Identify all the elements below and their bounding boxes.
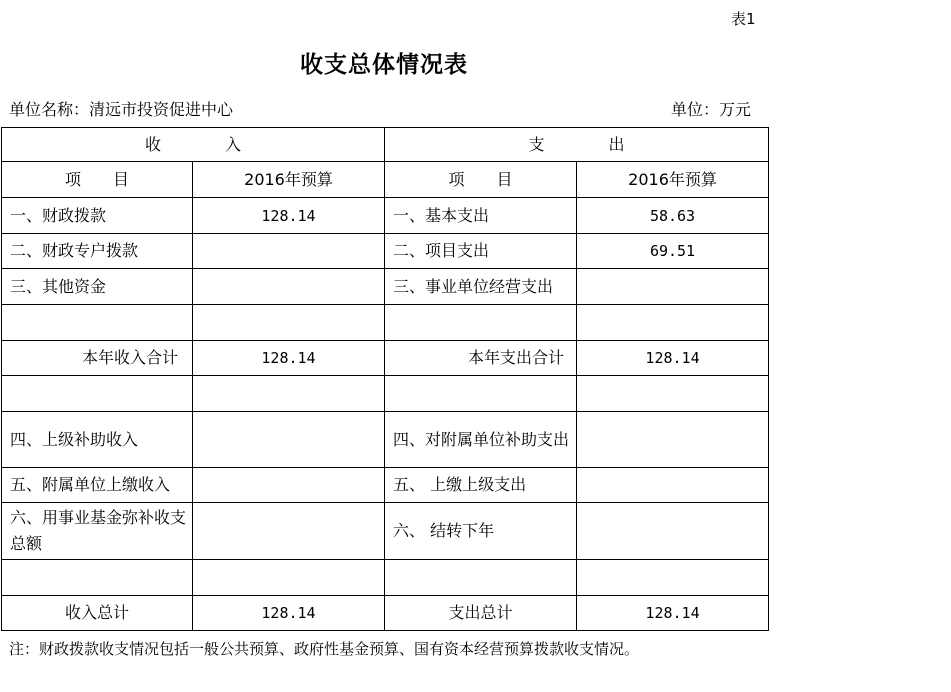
table-row — [2, 468, 769, 503]
table-row — [2, 269, 769, 305]
expense-value-cell — [577, 412, 769, 468]
expense-item-cell — [385, 376, 577, 412]
income-item-cell: 五、附属单位上缴收入 — [2, 468, 193, 503]
expense-item-cell — [385, 560, 577, 596]
expense-value-cell: 58.63 — [577, 198, 769, 234]
income-value-cell — [193, 376, 385, 412]
header-row-columns — [2, 162, 769, 198]
income-subtotal-value: 128.14 — [193, 341, 385, 376]
expense-budget-header: 2016年预算 — [577, 162, 769, 198]
expense-item-cell: 二、项目支出 — [385, 234, 577, 269]
table-row-subtotal — [2, 341, 769, 376]
income-item-header: 项 目 — [2, 162, 193, 198]
table-row — [2, 198, 769, 234]
income-value-cell — [193, 269, 385, 305]
income-value-cell — [193, 412, 385, 468]
expense-item-cell: 六、 结转下年 — [385, 503, 577, 560]
expense-subtotal-value: 128.14 — [577, 341, 769, 376]
income-budget-header: 2016年预算 — [193, 162, 385, 198]
expense-item-header: 项 目 — [385, 162, 577, 198]
expense-value-cell — [577, 560, 769, 596]
table-row-total — [2, 596, 769, 631]
expense-value-cell — [577, 305, 769, 341]
unit-name-label: 单位名称：清远市投资促进中心 — [9, 100, 234, 119]
income-subtotal-label: 本年收入合计 — [2, 341, 193, 376]
expense-subtotal-label: 本年支出合计 — [385, 341, 577, 376]
table-row-empty — [2, 376, 769, 412]
income-value-cell — [193, 503, 385, 560]
table-row-empty — [2, 560, 769, 596]
expense-item-cell: 三、事业单位经营支出 — [385, 269, 577, 305]
unit-label: 单位：万元 — [671, 100, 752, 119]
income-item-cell — [2, 376, 193, 412]
table-row — [2, 412, 769, 468]
expense-total-label: 支出总计 — [385, 596, 577, 631]
header-row-section — [2, 128, 769, 162]
expense-value-cell — [577, 376, 769, 412]
expense-header: 支 出 — [385, 128, 769, 162]
table-row — [2, 234, 769, 269]
income-item-cell: 一、财政拨款 — [2, 198, 193, 234]
budget-table — [1, 127, 769, 631]
expense-total-value: 128.14 — [577, 596, 769, 631]
income-value-cell — [193, 305, 385, 341]
expense-value-cell — [577, 503, 769, 560]
income-header: 收 入 — [2, 128, 385, 162]
expense-item-cell: 一、基本支出 — [385, 198, 577, 234]
expense-value-cell — [577, 269, 769, 305]
expense-item-cell — [385, 305, 577, 341]
income-total-label: 收入总计 — [2, 596, 193, 631]
income-item-cell: 三、其他资金 — [2, 269, 193, 305]
income-item-cell: 二、财政专户拨款 — [2, 234, 193, 269]
income-total-value: 128.14 — [193, 596, 385, 631]
income-value-cell — [193, 468, 385, 503]
footnote: 注：财政拨款收支情况包括一般公共预算、政府性基金预算、国有资本经营预算拨款收支情况。 — [9, 640, 640, 658]
page-title: 收支总体情况表 — [300, 52, 468, 78]
expense-value-cell: 69.51 — [577, 234, 769, 269]
income-value-cell — [193, 560, 385, 596]
income-item-cell — [2, 305, 193, 341]
income-value-cell — [193, 234, 385, 269]
table-number: 表1 — [731, 10, 756, 28]
table-row-empty — [2, 305, 769, 341]
table-row — [2, 503, 769, 560]
expense-item-cell: 四、对附属单位补助支出 — [385, 412, 577, 468]
expense-value-cell — [577, 468, 769, 503]
income-value-cell: 128.14 — [193, 198, 385, 234]
expense-item-cell: 五、 上缴上级支出 — [385, 468, 577, 503]
income-item-cell: 六、用事业基金弥补收支总额 — [2, 503, 193, 560]
income-item-cell — [2, 560, 193, 596]
income-item-cell: 四、上级补助收入 — [2, 412, 193, 468]
